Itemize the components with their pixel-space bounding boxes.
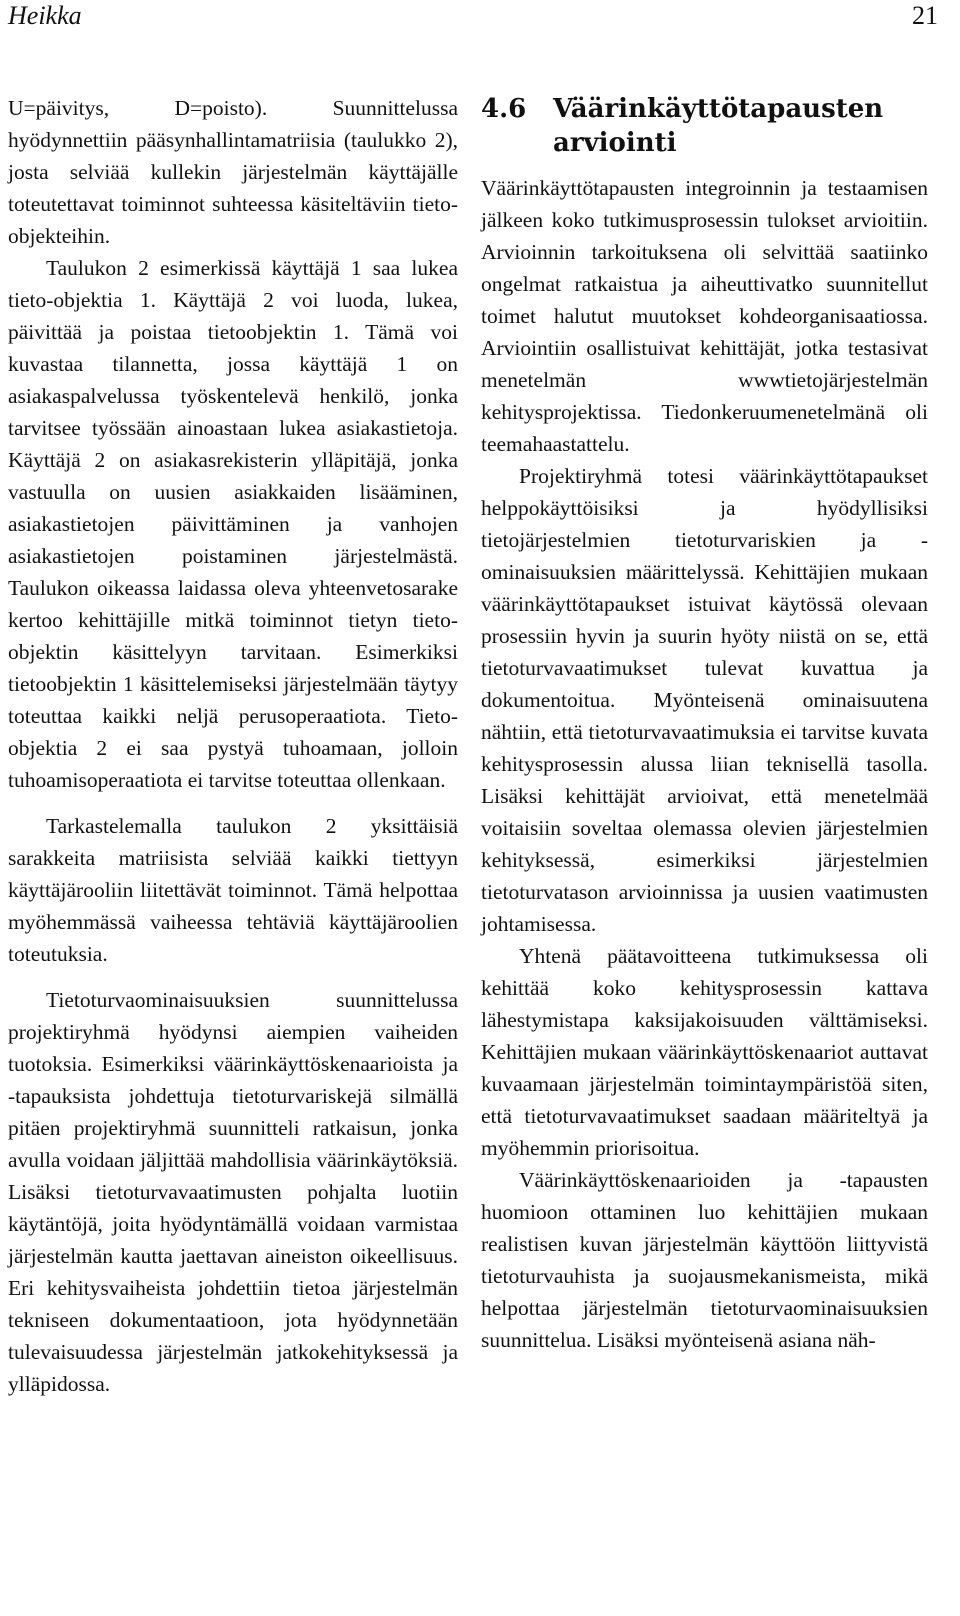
paragraph: Tietoturvaominaisuuksien suunnittelussa projektiryhmä hyödynsi aiempien vaiheiden tuotoksia. Esimerkiksi väärinkäyttöskenaarioista ja -tapauksista johdettuja tietoturvariskejä silmällä pitäen projektiryhmä suunnitteli ratkaisun, jonka avulla voidaan jäljittää mahdollisia väärinkäytöksiä. Lisäksi tietoturvavaatimusten pohjalta luotiin käytäntöjä, joita hyödyntämällä voidaan varmistaa järjestelmän kautta jaettavan aineiston oikeellisuus. Eri kehitysvaiheista johdettiin tietoa järjestelmän tekniseen dokumentaatioon, jota hyödynnetään tulevaisuudessa järjestelmän jatkokehityksessä ja ylläpidossa. bbox=[8, 988, 458, 1396]
section-number: 4.6 bbox=[481, 94, 527, 124]
right-column bbox=[481, 92, 928, 1356]
paragraph: Taulukon 2 esimerkissä käyttäjä 1 saa lukea tieto-objektia 1. Käyttäjä 2 voi luoda, lukea, päivittää ja poistaa tietoobjektin 1. Tämä voi kuvastaa tilannetta, jossa käyttäjä 1 on asiakaspalvelussa työskentelevä henkilö, jonka tarvitsee työssään ainoastaan lukea asiakastietoja. Käyttäjä 2 on asiakasrekisterin ylläpitäjä, jonka vastuulla on uusien asiakkaiden lisääminen, asiakastietojen päivittäminen ja vanhojen asiakastietojen poistaminen järjestelmästä. Taulukon oikeassa laidassa oleva yhteenvetosarake kertoo kehittäjille mitkä toiminnot tietyn tieto-objektin käsittelyyn tarvitaan. Esimerkiksi tietoobjektin 1 käsittelemiseksi järjestelmään täytyy toteuttaa kaikki neljä perusoperaatiota. Tieto-objektia 2 ei saa pystyä tuhoamaan, jolloin tuhoamisoperaatiota ei tarvitse toteuttaa ollenkaan. bbox=[8, 256, 458, 792]
paragraph: U=päivitys, D=poisto). Suunnittelussa hyödynnettiin pääsynhallintamatriisia (taulukko 2), josta selviää kullekin järjestelmän käyttäjälle toteutettavat toiminnot suhteessa käsiteltäviin tieto-objekteihin. bbox=[8, 96, 458, 248]
paragraph: Yhtenä päätavoitteena tutkimuksessa oli kehittää koko kehitysprosessin kattava lähestymistapa kaksijakoisuuden välttämiseksi. Kehittäjien mukaan väärinkäyttöskenaariot auttavat kuvaamaan järjestelmän toimintaympäristöä siten, että tietoturvavaatimukset saadaan määriteltyä ja myöhemmin priorisoitua. bbox=[481, 944, 928, 1160]
section-heading bbox=[481, 92, 928, 160]
left-column bbox=[8, 92, 458, 1400]
running-header-author: Heikka bbox=[8, 1, 82, 30]
paragraph: Väärinkäyttöskenaarioiden ja -tapausten huomioon ottaminen luo kehittäjien mukaan realistisen kuvan järjestelmän käyttöön liittyvistä tietoturvauhista ja suojausmekanismeista, mikä helpottaa järjestelmän tietoturvaominaisuuksien suunnittelua. Lisäksi myönteisenä asiana näh- bbox=[481, 1168, 928, 1352]
section-title: Väärinkäyttötapausten arviointi bbox=[553, 94, 884, 158]
paragraph: Tarkastelemalla taulukon 2 yksittäisiä sarakkeita matriisista selviää kaikki tiettyyn käyttäjärooliin liitettävät toiminnot. Tämä helpottaa myöhemmässä vaiheessa tehtäviä käyttäjäroolien toteutuksia. bbox=[8, 814, 458, 966]
paragraph: Projektiryhmä totesi väärinkäyttötapaukset helppokäyttöisiksi ja hyödyllisiksi tietojärjestelmien tietoturvariskien ja -ominaisuuksien määrittelyssä. Kehittäjien mukaan väärinkäyttötapaukset istuivat käytössä olevaan prosessiin hyvin ja suurin hyöty niistä on se, että tietoturvavaatimukset tulevat kuvattua ja dokumentoitua. Myönteisenä ominaisuutena nähtiin, että tietoturvavaatimuksia ei tarvitse kuvata kehitysprosessin alussa liian teknisellä tasolla. Lisäksi kehittäjät arvioivat, että menetelmää voitaisiin soveltaa olemassa olevien järjestelmien kehityksessä, esimerkiksi järjestelmien tietoturvatason arvioinnissa ja uusien vaatimusten johtamisessa. bbox=[481, 464, 928, 936]
page-number: 21 bbox=[912, 1, 938, 30]
paragraph: Väärinkäyttötapausten integroinnin ja testaamisen jälkeen koko tutkimusprosessin tulokset arvioitiin. Arvioinnin tarkoituksena oli selvittää saatiinko ongelmat ratkaistua ja aiheuttivatko suunnitellut toimet halutut muutokset kohdeorganisaatiossa. Arviointiin osallistuivat kehittäjät, jotka testasivat menetelmän wwwtietojärjestelmän kehitysprojektissa. Tiedonkeruumenetelmänä oli teemahaastattelu. bbox=[481, 176, 928, 456]
